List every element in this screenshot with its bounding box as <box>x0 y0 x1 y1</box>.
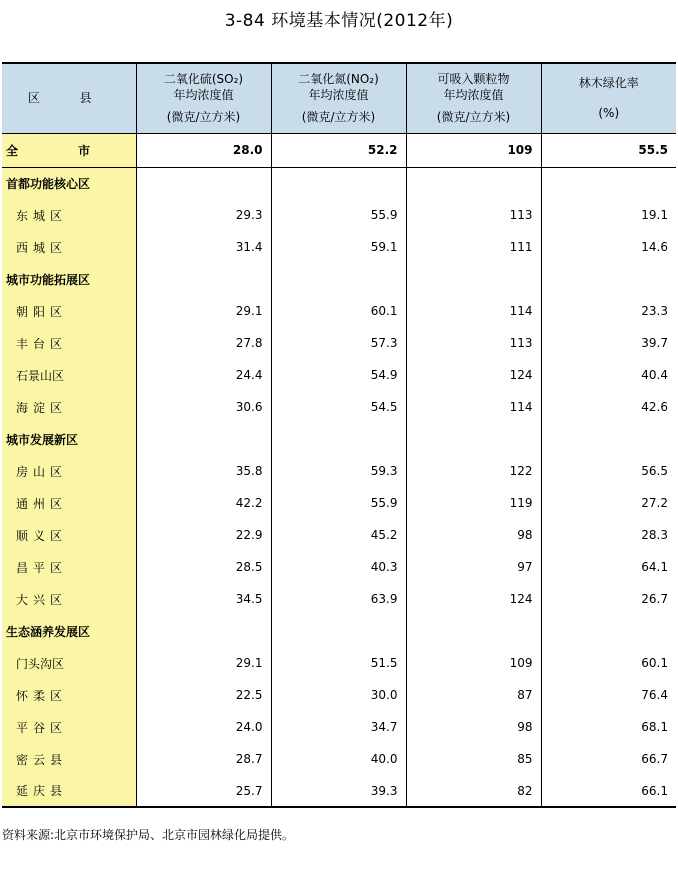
so2-cell <box>136 263 271 295</box>
header-no2 <box>271 63 406 133</box>
table-row <box>2 199 676 231</box>
greening-cell: 26.7 <box>541 583 676 615</box>
header-greening-unit: (%) <box>598 106 620 121</box>
district-name-cell: 石景山区 <box>2 359 136 391</box>
pm-cell: 85 <box>406 743 541 775</box>
no2-cell: 54.5 <box>271 391 406 423</box>
header-so2-name: 二氧化硫(SO₂) <box>163 72 244 87</box>
so2-cell: 30.6 <box>136 391 271 423</box>
table-row <box>2 359 676 391</box>
table-row <box>2 231 676 263</box>
greening-cell: 39.7 <box>541 327 676 359</box>
header-pm-unit: (微克/立方米) <box>436 110 511 125</box>
greening-cell: 66.7 <box>541 743 676 775</box>
district-name-cell: 生态涵养发展区 <box>2 615 136 647</box>
district-name-cell: 朝阳区 <box>2 295 136 327</box>
no2-cell: 45.2 <box>271 519 406 551</box>
pm-cell <box>406 615 541 647</box>
greening-cell <box>541 167 676 199</box>
district-name-cell: 全 市 <box>2 133 136 167</box>
district-name-cell: 丰台区 <box>2 327 136 359</box>
so2-cell: 28.0 <box>136 133 271 167</box>
pm-cell: 124 <box>406 583 541 615</box>
pm-cell: 82 <box>406 775 541 807</box>
district-name-cell: 通州区 <box>2 487 136 519</box>
total-row <box>2 133 676 167</box>
no2-cell: 39.3 <box>271 775 406 807</box>
table-row <box>2 679 676 711</box>
so2-cell: 24.0 <box>136 711 271 743</box>
no2-cell: 51.5 <box>271 647 406 679</box>
greening-cell: 76.4 <box>541 679 676 711</box>
so2-cell: 22.5 <box>136 679 271 711</box>
so2-cell <box>136 615 271 647</box>
greening-cell: 40.4 <box>541 359 676 391</box>
table-row <box>2 487 676 519</box>
no2-cell: 34.7 <box>271 711 406 743</box>
pm-cell: 114 <box>406 295 541 327</box>
pm-cell: 122 <box>406 455 541 487</box>
header-so2-unit: (微克/立方米) <box>166 110 241 125</box>
district-name-cell: 门头沟区 <box>2 647 136 679</box>
greening-cell: 60.1 <box>541 647 676 679</box>
header-so2-desc: 年均浓度值 <box>173 88 234 103</box>
pm-cell: 111 <box>406 231 541 263</box>
so2-cell: 31.4 <box>136 231 271 263</box>
so2-cell: 29.3 <box>136 199 271 231</box>
greening-cell <box>541 615 676 647</box>
so2-cell: 29.1 <box>136 295 271 327</box>
greening-cell: 68.1 <box>541 711 676 743</box>
district-name-cell: 大兴区 <box>2 583 136 615</box>
district-name-cell: 昌平区 <box>2 551 136 583</box>
district-name-cell: 首都功能核心区 <box>2 167 136 199</box>
district-name-cell: 延庆县 <box>2 775 136 807</box>
table-row <box>2 327 676 359</box>
header-district: 区 县 <box>2 63 136 133</box>
greening-cell: 66.1 <box>541 775 676 807</box>
table-row <box>2 519 676 551</box>
header-pm-desc: 年均浓度值 <box>443 88 504 103</box>
no2-cell: 57.3 <box>271 327 406 359</box>
table-row <box>2 647 676 679</box>
pm-cell: 119 <box>406 487 541 519</box>
pm-cell: 114 <box>406 391 541 423</box>
table-row <box>2 391 676 423</box>
pm-cell: 98 <box>406 519 541 551</box>
no2-cell <box>271 167 406 199</box>
so2-cell: 29.1 <box>136 647 271 679</box>
header-pm-name: 可吸入颗粒物 <box>437 72 510 87</box>
pm-cell <box>406 263 541 295</box>
no2-cell: 55.9 <box>271 487 406 519</box>
pm-cell: 109 <box>406 133 541 167</box>
table-row <box>2 295 676 327</box>
table-row <box>2 775 676 807</box>
no2-cell: 59.3 <box>271 455 406 487</box>
greening-cell: 28.3 <box>541 519 676 551</box>
header-greening <box>541 63 676 133</box>
header-greening-name: 林木绿化率 <box>578 76 639 91</box>
no2-cell: 63.9 <box>271 583 406 615</box>
group-row <box>2 423 676 455</box>
no2-cell: 55.9 <box>271 199 406 231</box>
no2-cell <box>271 263 406 295</box>
table-row <box>2 711 676 743</box>
greening-cell <box>541 423 676 455</box>
no2-cell <box>271 615 406 647</box>
no2-cell <box>271 423 406 455</box>
so2-cell: 24.4 <box>136 359 271 391</box>
pm-cell: 113 <box>406 327 541 359</box>
header-no2-unit: (微克/立方米) <box>301 110 376 125</box>
no2-cell: 60.1 <box>271 295 406 327</box>
district-name-cell: 城市发展新区 <box>2 423 136 455</box>
table-row <box>2 583 676 615</box>
greening-cell: 14.6 <box>541 231 676 263</box>
pm-cell: 98 <box>406 711 541 743</box>
table-header <box>2 63 676 133</box>
pm-cell <box>406 167 541 199</box>
table-row <box>2 455 676 487</box>
so2-cell: 25.7 <box>136 775 271 807</box>
source-note: 资料来源:北京市环境保护局、北京市园林绿化局提供。 <box>2 828 295 842</box>
pm-cell: 97 <box>406 551 541 583</box>
group-row <box>2 167 676 199</box>
greening-cell: 56.5 <box>541 455 676 487</box>
group-row <box>2 263 676 295</box>
so2-cell: 27.8 <box>136 327 271 359</box>
so2-cell: 28.5 <box>136 551 271 583</box>
table-row <box>2 551 676 583</box>
greening-cell: 64.1 <box>541 551 676 583</box>
district-name-cell: 城市功能拓展区 <box>2 263 136 295</box>
table-row <box>2 743 676 775</box>
page-title: 3-84 环境基本情况(2012年) <box>224 11 454 31</box>
district-name-cell: 房山区 <box>2 455 136 487</box>
greening-cell: 27.2 <box>541 487 676 519</box>
no2-cell: 59.1 <box>271 231 406 263</box>
so2-cell <box>136 423 271 455</box>
pm-cell: 124 <box>406 359 541 391</box>
pm-cell: 113 <box>406 199 541 231</box>
header-no2-desc: 年均浓度值 <box>308 88 369 103</box>
header-pm <box>406 63 541 133</box>
so2-cell: 28.7 <box>136 743 271 775</box>
no2-cell: 30.0 <box>271 679 406 711</box>
no2-cell: 40.0 <box>271 743 406 775</box>
greening-cell: 23.3 <box>541 295 676 327</box>
so2-cell: 34.5 <box>136 583 271 615</box>
district-name-cell: 密云县 <box>2 743 136 775</box>
header-so2 <box>136 63 271 133</box>
district-name-cell: 怀柔区 <box>2 679 136 711</box>
group-row <box>2 615 676 647</box>
so2-cell: 35.8 <box>136 455 271 487</box>
district-name-cell: 顺义区 <box>2 519 136 551</box>
pm-cell: 87 <box>406 679 541 711</box>
pm-cell: 109 <box>406 647 541 679</box>
so2-cell: 22.9 <box>136 519 271 551</box>
no2-cell: 52.2 <box>271 133 406 167</box>
so2-cell: 42.2 <box>136 487 271 519</box>
environment-table <box>2 62 676 808</box>
pm-cell <box>406 423 541 455</box>
district-name-cell: 西城区 <box>2 231 136 263</box>
greening-cell <box>541 263 676 295</box>
no2-cell: 40.3 <box>271 551 406 583</box>
district-name-cell: 海淀区 <box>2 391 136 423</box>
table-body <box>2 133 676 807</box>
district-name-cell: 平谷区 <box>2 711 136 743</box>
district-name-cell: 东城区 <box>2 199 136 231</box>
greening-cell: 19.1 <box>541 199 676 231</box>
so2-cell <box>136 167 271 199</box>
no2-cell: 54.9 <box>271 359 406 391</box>
greening-cell: 55.5 <box>541 133 676 167</box>
greening-cell: 42.6 <box>541 391 676 423</box>
header-no2-name: 二氧化氮(NO₂) <box>298 72 379 87</box>
